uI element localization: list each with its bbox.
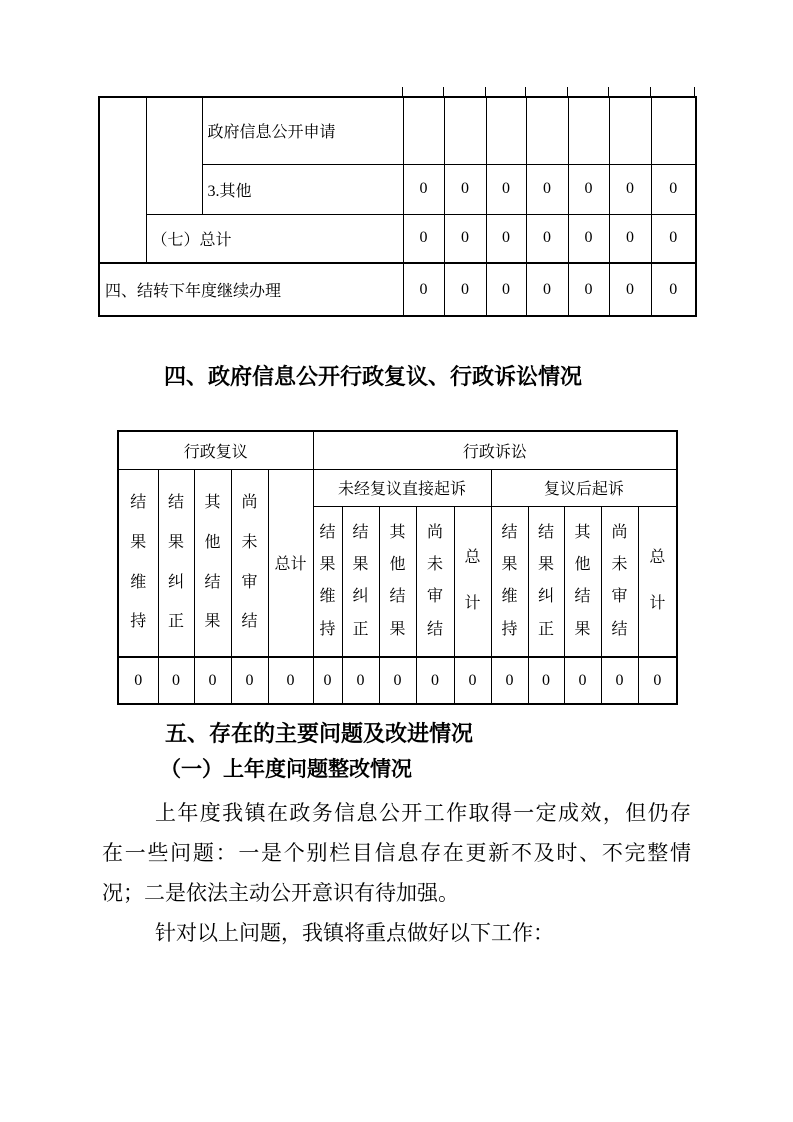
value-cell: 0 (486, 164, 526, 214)
value-cell: 0 (638, 657, 677, 704)
table-row (99, 214, 696, 263)
table-row (99, 263, 696, 316)
value-cell: 0 (158, 657, 194, 704)
header-cell: 尚 未 审 结 (231, 469, 268, 657)
value-cell: 0 (601, 657, 638, 704)
group-header-cell: 行政诉讼 (313, 431, 677, 469)
value-cell (568, 97, 609, 164)
paragraph-line: 上年度我镇在政务信息公开工作取得一定成效，但仍存 (155, 801, 691, 825)
table-row (118, 469, 677, 506)
value-cell: 0 (403, 263, 444, 316)
value-cell: 0 (564, 657, 601, 704)
table-row (99, 97, 696, 164)
header-cell: 其 他 结 果 (564, 506, 601, 657)
subgroup-header-cell: 未经复议直接起诉 (313, 469, 491, 506)
review-litigation-table (117, 430, 678, 705)
header-cell: 总计 (268, 469, 313, 657)
value-cell: 0 (486, 214, 526, 263)
value-cell (486, 97, 526, 164)
label-cell: 3.其他 (202, 164, 403, 214)
value-cell: 0 (651, 263, 696, 316)
header-cell: 结 果 维 持 (313, 506, 342, 657)
header-cell: 尚 未 审 结 (416, 506, 454, 657)
value-cell: 0 (568, 164, 609, 214)
value-cell (609, 97, 651, 164)
value-cell: 0 (651, 164, 696, 214)
header-cell: 尚 未 审 结 (601, 506, 638, 657)
subgroup-header-cell: 复议后起诉 (491, 469, 677, 506)
value-cell: 0 (268, 657, 313, 704)
value-cell: 0 (528, 657, 564, 704)
value-cell: 0 (444, 164, 486, 214)
value-cell: 0 (118, 657, 158, 704)
value-cell: 0 (609, 164, 651, 214)
label-cell: （七）总计 (146, 214, 403, 263)
value-cell (444, 97, 486, 164)
table-row (118, 657, 677, 704)
table-row (118, 431, 677, 469)
value-cell: 0 (609, 263, 651, 316)
value-cell: 0 (379, 657, 416, 704)
value-cell (403, 97, 444, 164)
value-cell: 0 (454, 657, 491, 704)
subsection-1-heading: （一）上年度问题整改情况 (160, 757, 412, 781)
section-5-heading: 五、存在的主要问题及改进情况 (165, 721, 474, 746)
empty-cell (99, 97, 146, 263)
value-cell: 0 (444, 263, 486, 316)
header-cell: 结 果 纠 正 (528, 506, 564, 657)
value-cell: 0 (194, 657, 231, 704)
value-cell: 0 (416, 657, 454, 704)
value-cell: 0 (526, 263, 568, 316)
paragraph-line: 在一些问题：一是个别栏目信息存在更新不及时、不完整情 (102, 841, 691, 865)
header-cell: 结 果 维 持 (491, 506, 528, 657)
value-cell: 0 (568, 214, 609, 263)
value-cell: 0 (609, 214, 651, 263)
value-cell: 0 (526, 214, 568, 263)
paragraph-line: 况；二是依法主动公开意识有待加强。 (102, 881, 459, 905)
value-cell: 0 (403, 214, 444, 263)
header-cell: 结 果 维 持 (118, 469, 158, 657)
value-cell: 0 (444, 214, 486, 263)
header-cell: 其 他 结 果 (194, 469, 231, 657)
paragraph-line: 针对以上问题，我镇将重点做好以下工作： (155, 921, 554, 945)
header-cell: 结 果 纠 正 (158, 469, 194, 657)
label-cell: 四、结转下年度继续办理 (99, 263, 403, 316)
value-cell: 0 (231, 657, 268, 704)
header-cell: 其 他 结 果 (379, 506, 416, 657)
value-cell: 0 (342, 657, 379, 704)
value-cell: 0 (568, 263, 609, 316)
value-cell: 0 (486, 263, 526, 316)
header-cell: 结 果 纠 正 (342, 506, 379, 657)
value-cell (651, 97, 696, 164)
value-cell: 0 (526, 164, 568, 214)
value-cell (526, 97, 568, 164)
value-cell: 0 (651, 214, 696, 263)
value-cell: 0 (491, 657, 528, 704)
body-paragraphs (102, 793, 691, 953)
group-header-cell: 行政复议 (118, 431, 313, 469)
value-cell: 0 (313, 657, 342, 704)
value-cell: 0 (403, 164, 444, 214)
header-cell: 总 计 (638, 506, 677, 657)
carryover-table (98, 96, 697, 317)
section-4-heading: 四、政府信息公开行政复议、行政诉讼情况 (164, 364, 583, 389)
empty-cell (146, 97, 202, 214)
label-cell: 政府信息公开申请 (202, 97, 403, 164)
header-cell: 总 计 (454, 506, 491, 657)
